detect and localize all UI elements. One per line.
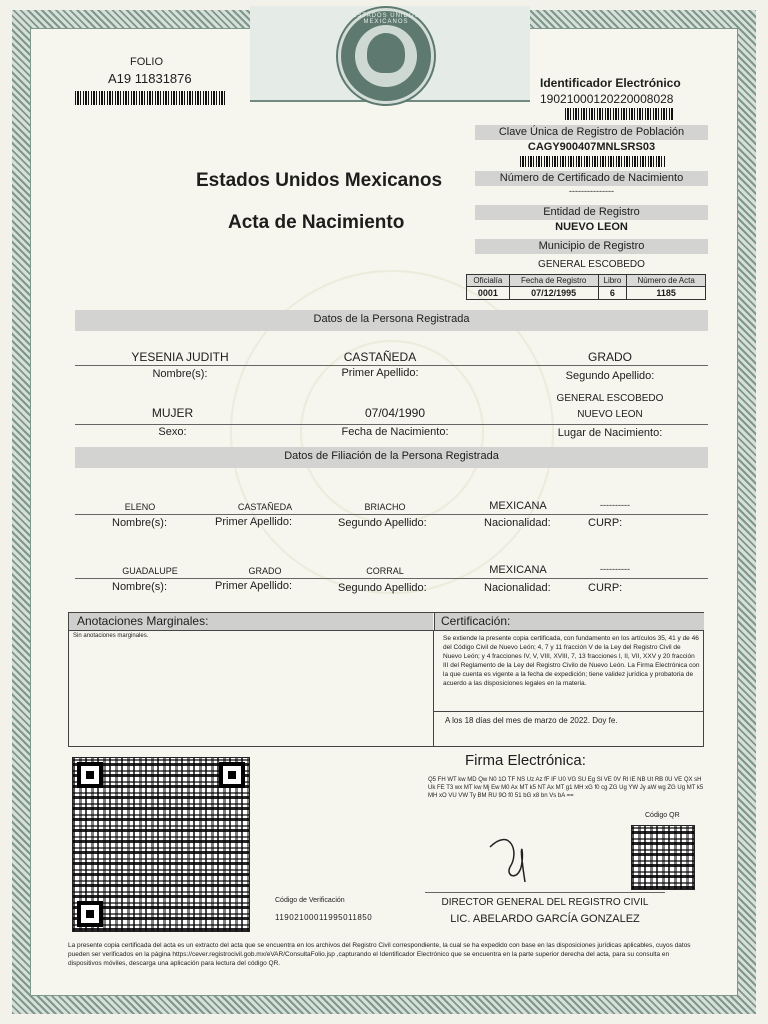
eagle-icon <box>367 33 405 73</box>
entidad-value: NUEVO LEON <box>555 221 628 233</box>
certificacion-text: Se extiende la presente copia certificada, con fundamento en los artículos 35, 41 y de 46 del Código Civil de Nuevo León; 4, 7 y 11 fracción V de la Ley del Registro Civil de Nuevo León; y 4 fracciones IV, V, VIII, XVIII, 7, 13 fracciones I, II, VII, XXV y 20 fracción III del Reglamento de la Ley del Registro Civilo de Nuevo León. La Firma Electrónica con la que cuenta es vigente a la fecha de expedición; tiene validez jurídica y probatoria de acuerdo a las disposiciones legales en la materia. <box>443 635 700 687</box>
seal-text: ESTADOS UNIDOS MEXICANOS <box>352 13 420 25</box>
persona-fecha-nacimiento-label: Fecha de Nacimiento: <box>341 426 449 438</box>
padre-primer-apellido: CASTAÑEDA <box>237 502 293 512</box>
madre-nombre-label: Nombre(s): <box>112 581 168 593</box>
curp-value: CAGY900407MNLSRS03 <box>527 141 656 153</box>
madre-primer-apellido: GRADO <box>248 566 282 576</box>
madre-segundo-apellido: CORRAL <box>366 566 404 576</box>
folio-number: A19 11831876 <box>108 71 192 86</box>
filiacion-section-title: Datos de Filiación de la Persona Registrada <box>284 450 499 462</box>
persona-nombre: YESENIA JUDITH <box>131 350 229 364</box>
verificacion-value: 11902100011995011850 <box>275 913 373 922</box>
persona-primer-apellido: CASTAÑEDA <box>343 350 417 364</box>
folio-label: FOLIO <box>130 56 164 68</box>
country-title: Estados Unidos Mexicanos <box>196 170 443 191</box>
certificacion-header <box>434 613 704 631</box>
persona-lugar-label: Lugar de Nacimiento: <box>557 427 663 439</box>
entidad-band <box>475 205 708 220</box>
header-fecha-registro: Fecha de Registro <box>509 275 598 287</box>
identificador-value: 19021000120220008028 <box>540 92 674 106</box>
curp-label: Clave Única de Registro de Población <box>498 126 685 138</box>
persona-segundo-apellido: GRADO <box>587 350 632 364</box>
curp-band <box>475 125 708 140</box>
verificacion-label: Código de Verificación <box>275 897 345 904</box>
anotaciones-text: Sin anotaciones marginales. <box>73 633 149 639</box>
certificacion-title: Certificación: <box>441 614 511 628</box>
national-seal-icon <box>338 8 434 104</box>
curp-barcode <box>520 156 665 167</box>
large-qr-code <box>72 757 250 932</box>
municipio-value: GENERAL ESCOBEDO <box>538 259 645 270</box>
municipio-band <box>475 239 708 254</box>
firma-title: Firma Electrónica: <box>465 752 586 769</box>
value-fecha-registro: 07/12/1995 <box>509 287 598 300</box>
madre-curp-label: CURP: <box>588 582 623 594</box>
persona-sexo: MUJER <box>151 406 194 420</box>
director-title: DIRECTOR GENERAL DEL REGISTRO CIVIL <box>441 897 649 908</box>
padre-curp-label: CURP: <box>588 517 623 529</box>
madre-nombre: GUADALUPE <box>122 566 178 576</box>
padre-segundo-apellido-label: Segundo Apellido: <box>338 517 427 529</box>
persona-section-title: Datos de la Persona Registrada <box>313 313 470 325</box>
padre-nombre-label: Nombre(s): <box>112 517 168 529</box>
madre-segundo-apellido-label: Segundo Apellido: <box>338 582 427 594</box>
persona-section-header <box>75 310 708 331</box>
header-numero-acta: Número de Acta <box>627 275 706 287</box>
padre-nombre: ELENO <box>124 502 156 512</box>
persona-nombre-label: Nombre(s): <box>152 368 208 380</box>
persona-primer-apellido-label: Primer Apellido: <box>341 367 419 379</box>
director-name: LIC. ABELARDO GARCÍA GONZALEZ <box>450 913 640 925</box>
small-qr-code <box>631 825 695 890</box>
padre-nacionalidad: MEXICANA <box>489 500 547 512</box>
madre-primer-apellido-label: Primer Apellido: <box>215 580 293 592</box>
persona-lugar-line2: NUEVO LEON <box>577 409 643 420</box>
padre-curp: ---------- <box>600 500 630 510</box>
certificacion-fecha: A los 18 días del mes de marzo de 2022. Doy fe. <box>445 716 618 725</box>
padre-nacionalidad-label: Nacionalidad: <box>484 517 551 529</box>
persona-segundo-apellido-label: Segundo Apellido: <box>565 370 655 382</box>
entidad-label: Entidad de Registro <box>543 206 640 218</box>
value-numero-acta: 1185 <box>627 287 706 300</box>
persona-lugar-line1: GENERAL ESCOBEDO <box>556 393 664 404</box>
persona-fecha-nacimiento: 07/04/1990 <box>364 406 426 420</box>
identificador-label: Identificador Electrónico <box>540 76 681 90</box>
madre-nacionalidad-label: Nacionalidad: <box>484 582 551 594</box>
codigo-qr-label: Código QR <box>645 812 680 819</box>
firma-hash: Q5 FH WT kw MD Qw N0 1O TF NS Uz Az fF IF U0 VG SU Eg Sl VE 0V RI lE NB Ut RB 0U VE QX sH Uk FE T3 wx MT kw Mj Ew M0 Ax MT k5 NT Ax MT g1 MH xG f0 cg ZG Ug YW Jy aW wg ZG Ug MT k5 MH xO VU VW Ty BM RU 9O f0 51 bG x8 bn Vs bA == <box>428 777 704 799</box>
certificado-value: --------------- <box>569 186 614 196</box>
padre-primer-apellido-label: Primer Apellido: <box>215 516 293 528</box>
padre-segundo-apellido: BRIACHO <box>364 502 406 512</box>
value-oficialia: 0001 <box>467 287 510 300</box>
signature-icon <box>480 822 550 892</box>
document-title: Acta de Nacimiento <box>228 212 405 233</box>
anotaciones-header <box>69 613 433 631</box>
certificado-band <box>475 171 708 186</box>
municipio-label: Municipio de Registro <box>538 240 645 252</box>
header-libro: Libro <box>598 275 627 287</box>
folio-barcode <box>75 91 225 105</box>
certificado-label: Número de Certificado de Nacimiento <box>499 172 684 184</box>
madre-curp: ---------- <box>600 564 630 574</box>
anotaciones-title: Anotaciones Marginales: <box>77 614 209 628</box>
identificador-barcode <box>565 108 673 120</box>
persona-sexo-label: Sexo: <box>158 426 187 438</box>
footer-legal-text: La presente copia certificada del acta es un extracto del acta que se encuentra en los archivos del Registro Civil correspondiente, la cual se ha expedido con base en las disposiciones jurídicas aplicables, cuyos datos pueden ser verificados en la página https://cever.registrocivil.gob.mx/eVAR/ConsultaFolio.jsp ,capturando el Identificador Electrónico que se encuentra en la parte superior derecha del acta, para su consulta en dispositivos móviles, descarga una aplicación para lectura del código QR. <box>68 942 691 967</box>
header-oficialia: Oficialía <box>467 275 510 287</box>
registro-table <box>466 274 706 300</box>
filiacion-section-header <box>75 447 708 468</box>
madre-nacionalidad: MEXICANA <box>489 564 547 576</box>
value-libro: 6 <box>598 287 627 300</box>
